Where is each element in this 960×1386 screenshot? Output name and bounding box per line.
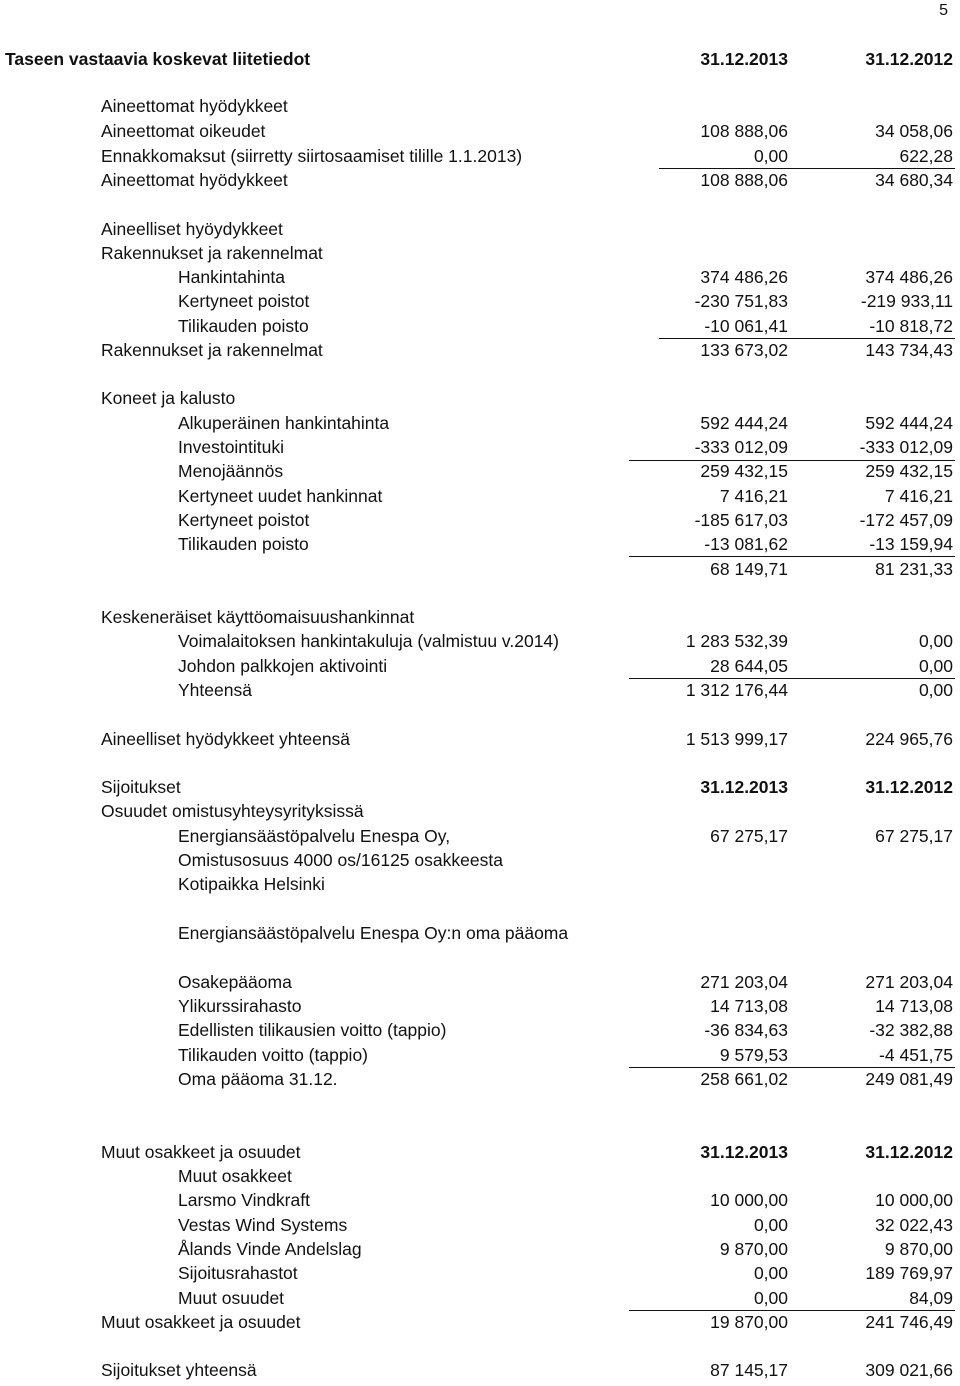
row-label: Kertyneet uudet hankinnat (178, 486, 383, 506)
table-row (0, 266, 960, 288)
table-row (0, 995, 960, 1017)
value-2013: 133 673,02 (700, 340, 788, 360)
value-2013: 1 312 176,44 (685, 680, 788, 700)
table-row (0, 971, 960, 993)
table-row (0, 1165, 960, 1187)
row-label: Kertyneet poistot (178, 510, 310, 530)
value-2012: -13 159,94 (869, 534, 953, 554)
row-label: Rakennukset ja rakennelmat (101, 243, 323, 263)
value-2013: 19 870,00 (710, 1312, 788, 1332)
table-row (0, 655, 960, 677)
value-2012: 271 203,04 (865, 972, 953, 992)
row-label: Johdon palkkojen aktivointi (178, 656, 388, 676)
table-row (0, 460, 960, 482)
row-label: Tilikauden poisto (178, 316, 309, 336)
value-2012: 31.12.2012 (865, 777, 953, 797)
value-2013: 258 661,02 (700, 1069, 788, 1089)
row-label: Sijoitukset yhteensä (101, 1360, 257, 1380)
table-row (0, 387, 960, 409)
table-row (0, 1019, 960, 1041)
value-2013: 259 432,15 (700, 461, 788, 481)
value-2012: -333 012,09 (859, 437, 953, 457)
table-row (0, 1141, 960, 1163)
value-2012: 592 444,24 (865, 413, 953, 433)
value-2013: 28 644,05 (710, 656, 788, 676)
row-label: Muut osuudet (178, 1288, 285, 1308)
value-2012: -172 457,09 (859, 510, 953, 530)
value-2013: -36 834,63 (704, 1020, 788, 1040)
row-label: Kertyneet poistot (178, 291, 310, 311)
table-row (0, 1214, 960, 1236)
table-row (0, 169, 960, 191)
value-2012: 81 231,33 (875, 559, 953, 579)
value-2012: 0,00 (918, 656, 953, 676)
row-label: Tilikauden poisto (178, 534, 309, 554)
value-2013: 0,00 (753, 1263, 788, 1283)
table-row (0, 120, 960, 142)
value-2012: 622,28 (899, 146, 953, 166)
table-row (0, 412, 960, 434)
row-label: Investointituki (178, 437, 285, 457)
value-2012: 34 058,06 (875, 121, 953, 141)
row-label: Menojäännös (178, 461, 284, 481)
row-label: Ylikurssirahasto (178, 996, 302, 1016)
table-row (0, 1068, 960, 1090)
value-2013: -333 012,09 (694, 437, 788, 457)
value-2013: 108 888,06 (700, 121, 788, 141)
value-2013: 9 870,00 (719, 1239, 788, 1259)
value-2012: 189 769,97 (865, 1263, 953, 1283)
value-2012: 0,00 (918, 631, 953, 651)
table-row (0, 558, 960, 580)
value-2013: 31.12.2013 (700, 49, 788, 69)
row-label: Edellisten tilikausien voitto (tappio) (178, 1020, 447, 1040)
table-row (0, 242, 960, 264)
row-label: Aineelliset hyödykkeet yhteensä (101, 729, 351, 749)
row-label: Ålands Vinde Andelslag (178, 1239, 362, 1259)
table-row (0, 145, 960, 167)
value-2013: 108 888,06 (700, 170, 788, 190)
row-label: Vestas Wind Systems (178, 1215, 348, 1235)
value-2012: 259 432,15 (865, 461, 953, 481)
value-2013: 9 579,53 (719, 1045, 788, 1065)
value-2013: -10 061,41 (704, 316, 788, 336)
row-label: Sijoitukset (101, 777, 181, 797)
value-2013: 0,00 (753, 146, 788, 166)
rule-tilikauden-voitto (629, 1067, 955, 1068)
value-2012: 7 416,21 (884, 486, 953, 506)
value-2012: 31.12.2012 (865, 1142, 953, 1162)
value-2013: 31.12.2013 (700, 777, 788, 797)
table-row (0, 630, 960, 652)
value-2013: 374 486,26 (700, 267, 788, 287)
row-label: Voimalaitoksen hankintakuluja (valmistuu v.2014) (178, 631, 559, 651)
row-label: Keskeneräiset käyttöomaisuushankinnat (101, 607, 415, 627)
row-label: Yhteensä (178, 680, 252, 700)
table-row (0, 339, 960, 361)
value-2013: -230 751,83 (694, 291, 788, 311)
row-label: Omistusosuus 4000 os/16125 osakkeesta (178, 850, 503, 870)
row-label: Tilikauden voitto (tappio) (178, 1045, 369, 1065)
table-row (0, 606, 960, 628)
value-2013: 0,00 (753, 1215, 788, 1235)
value-2013: 68 149,71 (710, 559, 788, 579)
row-label: Aineelliset hyöydykkeet (101, 219, 283, 239)
value-2012: 84,09 (909, 1288, 953, 1308)
row-label: Rakennukset ja rakennelmat (101, 340, 323, 360)
table-row (0, 776, 960, 798)
row-label: Alkuperäinen hankintahinta (178, 413, 390, 433)
value-2012: 374 486,26 (865, 267, 953, 287)
table-row (0, 1044, 960, 1066)
row-label: Sijoitusrahastot (178, 1263, 298, 1283)
value-2013: 592 444,24 (700, 413, 788, 433)
rule-muut-osuudet (629, 1310, 955, 1311)
page-number: 5 (939, 2, 948, 19)
table-row (0, 825, 960, 847)
value-2013: 10 000,00 (710, 1190, 788, 1210)
table-row (0, 290, 960, 312)
table-row (0, 873, 960, 895)
value-2012: 34 680,34 (875, 170, 953, 190)
value-2013: 1 283 532,39 (685, 631, 788, 651)
value-2013: 67 275,17 (710, 826, 788, 846)
table-row (0, 218, 960, 240)
table-row (0, 849, 960, 871)
row-label: Taseen vastaavia koskevat liitetiedot (5, 49, 311, 69)
value-2013: -13 081,62 (704, 534, 788, 554)
table-row (0, 800, 960, 822)
value-2012: 9 870,00 (884, 1239, 953, 1259)
row-label: Koneet ja kalusto (101, 388, 236, 408)
value-2012: 67 275,17 (875, 826, 953, 846)
table-row (0, 1287, 960, 1309)
value-2013: 31.12.2013 (700, 1142, 788, 1162)
value-2012: 10 000,00 (875, 1190, 953, 1210)
value-2012: 31.12.2012 (865, 49, 953, 69)
rule-tilikauden-poisto-rak (659, 338, 955, 339)
row-label: Muut osakkeet ja osuudet (101, 1142, 301, 1162)
table-row (0, 436, 960, 458)
table-row (0, 922, 960, 944)
row-label: Muut osakkeet ja osuudet (101, 1312, 301, 1332)
table-row (0, 48, 960, 70)
row-label: Larsmo Vindkraft (178, 1190, 310, 1210)
value-2012: 14 713,08 (875, 996, 953, 1016)
row-label: Energiansäästöpalvelu Enespa Oy:n oma pääoma (178, 923, 569, 943)
table-row (0, 728, 960, 750)
value-2012: 309 021,66 (865, 1360, 953, 1380)
row-label: Energiansäästöpalvelu Enespa Oy, (178, 826, 451, 846)
table-row (0, 679, 960, 701)
value-2012: 241 746,49 (865, 1312, 953, 1332)
table-row (0, 533, 960, 555)
value-2012: -219 933,11 (860, 291, 953, 311)
row-label: Muut osakkeet (178, 1166, 292, 1186)
table-row (0, 315, 960, 337)
value-2012: 143 734,43 (865, 340, 953, 360)
row-label: Osakepääoma (178, 972, 292, 992)
rule-investointituki (629, 460, 955, 461)
value-2013: 87 145,17 (710, 1360, 788, 1380)
table-row (0, 1359, 960, 1381)
row-label: Hankintahinta (178, 267, 286, 287)
value-2013: 1 513 999,17 (685, 729, 788, 749)
value-2012: -10 818,72 (869, 316, 953, 336)
value-2012: 224 965,76 (865, 729, 953, 749)
value-2013: 7 416,21 (719, 486, 788, 506)
row-label: Ennakkomaksut (siirretty siirtosaamiset tilille 1.1.2013) (101, 146, 523, 166)
value-2013: -185 617,03 (694, 510, 788, 530)
table-row (0, 1262, 960, 1284)
table-row (0, 485, 960, 507)
value-2012: -32 382,88 (869, 1020, 953, 1040)
rule-johdon-palkkojen (629, 678, 955, 679)
table-row (0, 1311, 960, 1333)
row-label: Aineettomat hyödykkeet (101, 96, 288, 116)
value-2012: 249 081,49 (865, 1069, 953, 1089)
row-label: Aineettomat hyödykkeet (101, 170, 288, 190)
table-row (0, 95, 960, 117)
rule-tilikauden-poisto-kon (629, 556, 955, 557)
value-2012: 32 022,43 (875, 1215, 953, 1235)
table-row (0, 509, 960, 531)
value-2013: 14 713,08 (710, 996, 788, 1016)
row-label: Kotipaikka Helsinki (178, 874, 325, 894)
value-2012: -4 451,75 (879, 1045, 953, 1065)
row-label: Oma pääoma 31.12. (178, 1069, 338, 1089)
row-label: Aineettomat oikeudet (101, 121, 266, 141)
value-2013: 0,00 (753, 1288, 788, 1308)
value-2012: 0,00 (918, 680, 953, 700)
rule-ennakko (659, 168, 955, 169)
table-row (0, 1189, 960, 1211)
value-2013: 271 203,04 (700, 972, 788, 992)
table-row (0, 1238, 960, 1260)
row-label: Osuudet omistusyhteysyrityksissä (101, 801, 364, 821)
